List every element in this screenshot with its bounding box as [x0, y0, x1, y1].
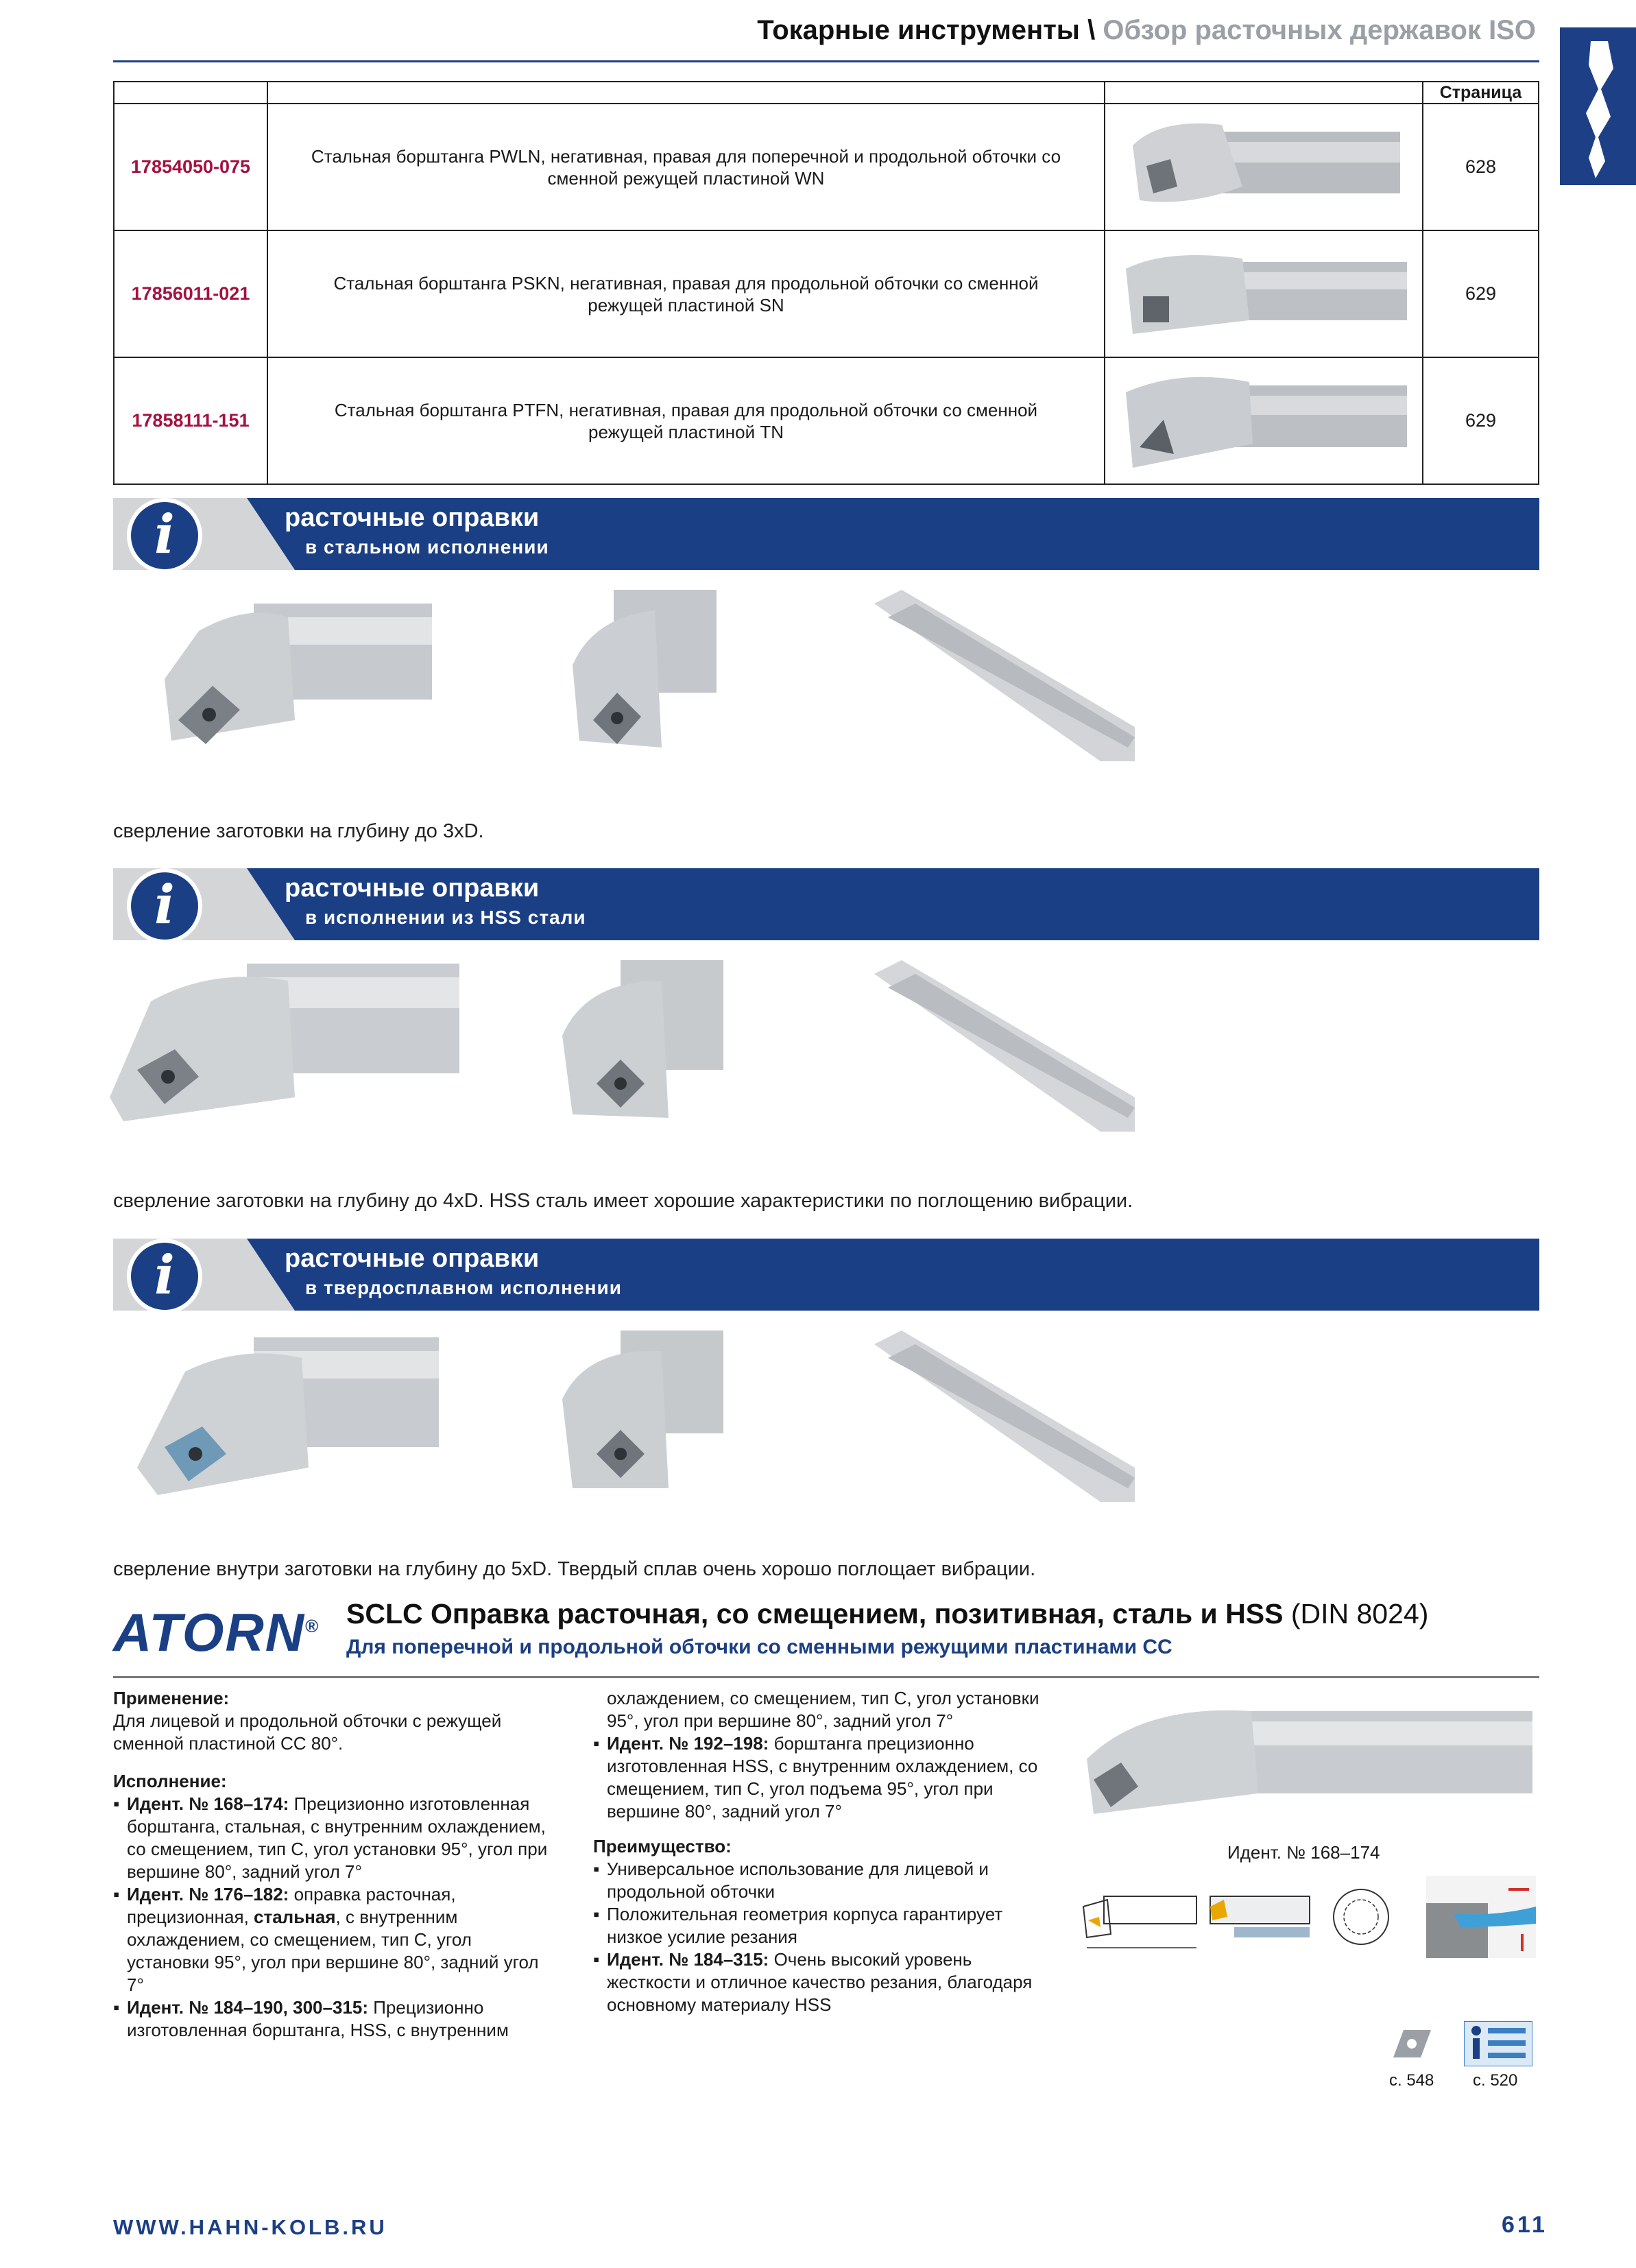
banner-subtitle: в стальном исполнении: [305, 536, 549, 558]
table-header-row: [114, 82, 1539, 104]
image-caption: Идент. № 168–174: [1227, 1842, 1380, 1863]
product-description: Стальная борштанга PTFN, негативная, правая для продольной обточки со сменной режущей пластиной TN: [267, 357, 1105, 484]
article-number[interactable]: 17856011-021: [114, 230, 267, 357]
boring-bar-photo: [559, 960, 723, 1125]
bullet-item: ▪ Положительная геометрия корпуса гарантирует низкое усилие резания: [593, 1903, 1059, 1948]
banner-caption: сверление внутри заготовки на глубину до 5xD. Твердый сплав очень хорошо поглощает вибрации.: [113, 1558, 1036, 1580]
boring-bar-photo: [1080, 1691, 1532, 1828]
column-details: [593, 1687, 1059, 2016]
column-application: [113, 1687, 552, 2042]
boring-bar-photo: [137, 1330, 439, 1502]
insert-icon[interactable]: [1386, 2023, 1434, 2064]
banner-subtitle: в исполнении из HSS стали: [305, 907, 586, 928]
section-heading: Применение:: [113, 1688, 230, 1708]
info-banner-carbide: [113, 1239, 1539, 1311]
boring-bar-photo: [110, 960, 459, 1125]
bullet-item: ▪ Идент. № 184–190, 300–315: Прецизионно изготовленная борштанга, HSS, с внутренним: [113, 1996, 552, 2042]
boring-bar-photo: [874, 960, 1135, 1132]
product-description: Стальная борштанга PSKN, негативная, правая для продольной обточки со сменной режущей пластиной SN: [267, 230, 1105, 357]
banner-caption: сверление заготовки на глубину до 3xD.: [113, 820, 484, 842]
header-rule: [113, 60, 1539, 62]
section-heading: Исполнение:: [113, 1771, 227, 1791]
machining-illustration: [1426, 1876, 1536, 1958]
technical-drawing: [1080, 1879, 1200, 1955]
info-icon: i: [127, 498, 202, 573]
product-description: Стальная борштанга PWLN, негативная, правая для поперечной и продольной обточки со сменной режущей пластиной WN: [267, 104, 1105, 230]
article-number[interactable]: 17854050-075: [114, 104, 267, 230]
technical-drawing: [1207, 1879, 1313, 1955]
bullet-item: ▪ Идент. № 192–198: борштанга прецизионно изготовленная HSS, с внутренним охлаждением, со смещением, тип C, угол подъема 95°, угол при вершине 80°, задний угол 7°: [593, 1732, 1059, 1823]
banner-title: расточные оправки: [285, 503, 540, 532]
boring-bar-photo: [559, 1330, 723, 1502]
bullet-item: ▪ Идент. № 176–182: оправка расточная, прецизионная, стальная, с внутренним охлаждением, со смещением, тип C, угол установки 95°, угол при вершине 80°, задний угол 7°: [113, 1883, 552, 1996]
bullet-item: ▪ Идент. № 184–315: Очень высокий уровень жесткости и отличное качество резания, благодаря основному материалу HSS: [593, 1948, 1059, 2016]
page-header-title: [686, 15, 1536, 46]
paragraph: Для лицевой и продольной обточки с режущей сменной пластиной CC 80°.: [113, 1710, 502, 1754]
boring-bar-photo: [874, 1330, 1135, 1502]
drill-icon: [1560, 27, 1636, 185]
product-image: [1105, 104, 1423, 230]
table-row: [114, 104, 1539, 230]
page-number[interactable]: 628: [1423, 104, 1539, 230]
banner-title: расточные оправки: [285, 874, 540, 903]
page-number[interactable]: 629: [1423, 357, 1539, 484]
table-row: [114, 357, 1539, 484]
boring-bar-photo: [137, 590, 439, 754]
product-image: [1105, 357, 1423, 484]
product-table: [113, 81, 1539, 485]
info-banner-steel: [113, 498, 1539, 570]
boring-bar-photo: [874, 590, 1135, 761]
page-column-header: Страница: [1423, 82, 1539, 104]
header-subsection: Обзор расточных державок ISO: [1103, 15, 1536, 45]
product-rule: [113, 1676, 1539, 1678]
section-tab[interactable]: [1560, 27, 1636, 185]
technical-drawing: [1320, 1879, 1416, 1955]
bullet-item: ▪ Идент. № 168–174: Прецизионно изготовленная борштанга, стальная, с внутренним охлаждением, со смещением, тип C, угол установки 95°, угол при вершине 80°, задний угол 7°: [113, 1793, 552, 1883]
section-heading: Преимущество:: [593, 1836, 732, 1857]
boring-bar-photo: [566, 590, 723, 754]
info-table-icon[interactable]: [1464, 2021, 1532, 2066]
product-image: [1105, 230, 1423, 357]
page-number[interactable]: 629: [1423, 230, 1539, 357]
footer-url[interactable]: WWW.HAHN-KOLB.RU: [113, 2215, 387, 2239]
footer-page-number: 611: [1502, 2212, 1548, 2238]
banner-title: расточные оправки: [285, 1244, 540, 1273]
page-reference[interactable]: с. 520: [1473, 2071, 1518, 2090]
info-banner-hss: [113, 868, 1539, 940]
article-number[interactable]: 17858111-151: [114, 357, 267, 484]
page-reference[interactable]: с. 548: [1389, 2071, 1434, 2090]
product-subtitle: Для поперечной и продольной обточки со сменными режущими пластинами CC: [346, 1636, 1172, 1658]
info-icon: i: [127, 1239, 202, 1314]
bullet-item: ▪ Универсальное использование для лицевой и продольной обточки: [593, 1858, 1059, 1903]
paragraph: охлаждением, со смещением, тип C, угол установки 95°, угол при вершине 80°, задний угол 7°: [607, 1688, 1039, 1731]
atorn-logo: ATORN®: [113, 1602, 320, 1662]
table-row: [114, 230, 1539, 357]
product-title: SCLC Оправка расточная, со смещением, позитивная, сталь и HSS (DIN 8024): [346, 1598, 1429, 1630]
header-section: Токарные инструменты \: [757, 15, 1096, 45]
info-icon: i: [127, 868, 202, 944]
banner-subtitle: в твердосплавном исполнении: [305, 1277, 622, 1298]
banner-caption: сверление заготовки на глубину до 4xD. HSS сталь имеет хорошие характеристики по поглощению вибрации.: [113, 1190, 1133, 1212]
